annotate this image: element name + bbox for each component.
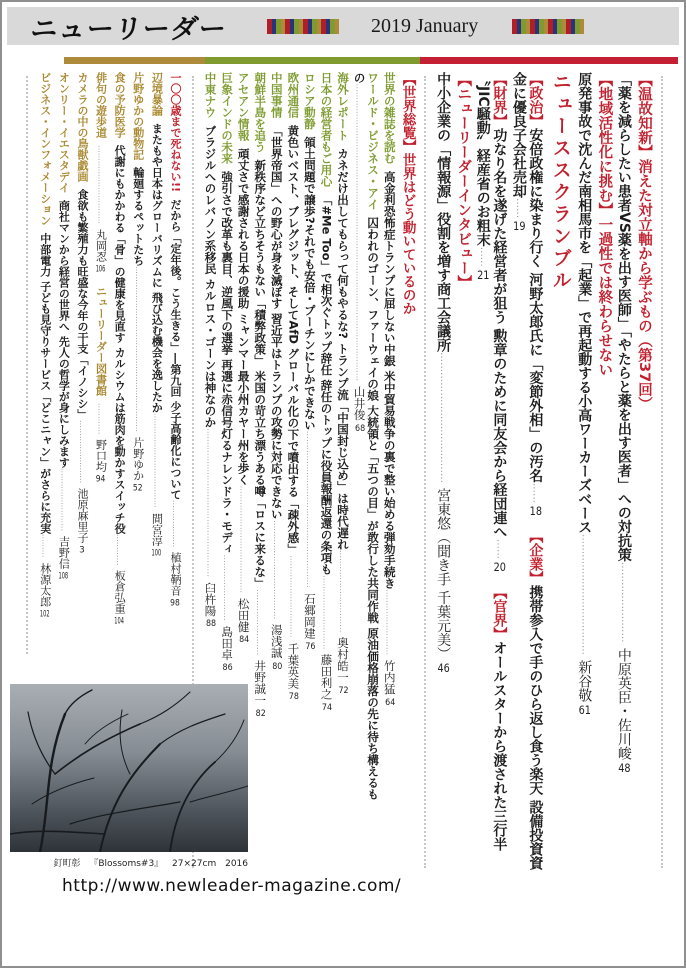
page-number: 98 [170, 599, 180, 609]
toc-entry: 巨象インドの未来強引さで改革も裏目、逆風下の選挙 再選に赤信号灯るナレンドラ・モディ……………………島田卓86 [220, 72, 235, 673]
column-title: 日本の経営者もご用心 [319, 72, 334, 187]
toc-entry: 中東ナウブラジルへのレバノン系移民 カルロス・ゴーンは神なのか………………………………………………臼杵陽88 [203, 72, 218, 629]
dotted-divider [424, 76, 426, 868]
column-title: 食の予防医学 [113, 72, 127, 138]
issue-date: 2019 January [371, 14, 479, 37]
feature-header-onkochishin: 【温故知新】消えた対立軸から学ぶもの（第37回） [636, 72, 652, 412]
page-number: 104 [114, 617, 124, 627]
toc-entry-interview: 中小企業の「情報源」役割を増す商工会議所…………………………………宮東悠（聞き手 千葉元美）46 [435, 72, 452, 675]
column-title: アセアン情報 [236, 72, 251, 141]
page-number: 74 [321, 703, 333, 713]
page-number: 18 [529, 506, 542, 518]
column-title: 欧州通信 [286, 72, 301, 118]
column-title: 朝鮮半島を追う [253, 72, 268, 153]
page-number: 88 [205, 619, 217, 629]
toc-entry: 原発事故で沈んだ南相馬市を「起業」で再起動する小高ワーカーズベース………………………………新谷敬61 [576, 72, 593, 717]
page-number: 61 [578, 704, 591, 717]
page-number: 46 [437, 663, 450, 675]
page-number: 94 [95, 475, 106, 485]
page-number: 78 [288, 691, 299, 701]
stripe-flag-icon [512, 19, 584, 34]
caption-artist: 釘町彰 [53, 859, 81, 869]
page-number: 68 [355, 423, 366, 433]
section-header-world-overview: 【世界総覧】世界はどう動いているのか [399, 72, 416, 315]
page-number: 82 [255, 709, 266, 719]
toc-entry: 朝鮮半島を追う新秩序など立ちそうもない「積弊政策」 米国の苛立ち漂うある噂「ロスに来るな」……………………井野誠一82 [253, 72, 268, 719]
page-number: 72 [338, 686, 349, 696]
masthead-band [7, 7, 679, 45]
toc-entry: 食の予防医学代謝にもかかわる「骨」の健康を見直す カルシウムは筋肉を動かすスイッチ役…………板倉弘重104 [113, 72, 127, 627]
column-title: 巨象インドの未来 [220, 72, 235, 164]
column-title: 中国事情 [269, 72, 284, 118]
tricolor-rule [64, 57, 678, 64]
page-number: 106 [95, 265, 106, 274]
category-tag: 【政治】 [527, 72, 544, 128]
category-tag: 【財界】 [491, 72, 508, 128]
toc-entry: 辺境暴論またもや日本はグローバリズムに 飛び込む機会を逸したか………………………………間宮淳100 [150, 72, 164, 558]
column-title: 俳句の遊歩道 [94, 72, 108, 138]
column-title: 中東ナウ [203, 72, 218, 118]
tree-branches-illustration [10, 684, 248, 852]
page-number: 48 [618, 762, 631, 774]
page-number: 21 [477, 269, 490, 282]
rule-gold-segment [64, 57, 205, 64]
page-number: 20 [493, 562, 506, 574]
page-number: 64 [385, 697, 396, 707]
magazine-url: http://www.newleader-magazine.com/ [62, 876, 402, 896]
rule-green-segment [205, 57, 420, 64]
section-features [435, 72, 652, 880]
toc-entry: オンリー・イエスタデイ商社マンから経営の世界へ 先人の哲学が身にしみます……………………吉野信108 [57, 72, 71, 581]
toc-entry: 世界の雑誌を読む高金利恐怖症トランプに屈しない中銀 米中貿易戦争の裏で整い始める弾劾手続き……………………竹内猛64 [382, 72, 397, 707]
category-tag: 【企業】 [527, 529, 544, 586]
page-number: 52 [132, 484, 143, 493]
caption-size: 27×27cm [172, 859, 217, 869]
magazine-logo: ニューリーダー [28, 13, 229, 45]
column-title: ニューリーダー図書館 [94, 285, 108, 396]
page-number: 102 [39, 609, 50, 619]
category-tag: 【官界】 [491, 585, 508, 642]
toc-entry: 片野ゆかの動物記輪廻するペットたち………………………………………………………片野ゆか52 [131, 72, 145, 493]
column-title: カメラの中の鳥獣戯画 [75, 72, 89, 182]
toc-entry: 「薬を減らしたい患者VS薬を出す医師」「やたらと薬を出す医者」への対抗策……………………中原英臣・佐川峻48 [615, 72, 632, 774]
toc-entry: カメラの中の鳥獣戯画食欲も繁殖力も旺盛な今年の干支「イノシシ」……………………池原麻里子3 [75, 72, 89, 556]
toc-entry: 欧州通信黄色いベスト、ブレグジット、そしてAfD グローバル化の下で噴出する「疎外感」…………………………千葉英美78 [286, 72, 301, 701]
photo-artwork [10, 684, 248, 852]
toc-entry: 海外レポートカネだけ出してもらって何もやるな? トランプ流「中国封じ込め」は時代遅れ…………………………奥村皓一72 [336, 72, 351, 696]
column-title: 片野ゆかの動物記 [131, 72, 145, 160]
page-number: 86 [222, 663, 233, 673]
page-number: 100 [151, 548, 162, 558]
toc-entry-news-zaikai-kankai: 【財界】功なり名を遂げた経営者が狙う 勲章のために同友会から経団連へ……20【官界】オールスターから渡された三行半 〝JIC騒動〟経産省のお粗末……21 [474, 72, 508, 852]
toc-entry: 日本の経営者もご用心「#Me Too」で相次ぐトップ辞任 辞任のトップに役員報酬返還の条項も………………………藤田利之74 [319, 72, 334, 713]
section-header-interview: 【ニューリーダーインタビュー】 [455, 72, 472, 290]
page-number: 84 [239, 635, 250, 645]
section-columns [37, 72, 183, 657]
page-number: 19 [513, 221, 526, 233]
column-title: ワールド・ビジネス・アイ [366, 72, 381, 210]
dotted-divider [661, 76, 663, 868]
toc-entry: アセアン情報頑丈さで感謝される日本の援助 ミャンマー最小州カヤー州を歩く…………………………………松田健84 [236, 72, 251, 645]
photo-caption [10, 856, 248, 869]
column-title: 世界の雑誌を読む [382, 72, 397, 164]
caption-year: 2016 [225, 859, 248, 869]
column-title: 辺境暴論 [150, 72, 164, 116]
column-title: ビジネス・インフォメーション [38, 72, 52, 226]
page-number: 3 [79, 546, 85, 556]
column-title: 一〇〇歳まで死ねない!! [168, 72, 182, 193]
feature-header-chiiki: 【地域活性化に挑む】一過性では終わらせない [596, 72, 613, 377]
toc-entry-news-politics-business: 【政治】安倍政権に染まり行く 河野太郎氏に「変節外相」の汚名……18【企業】携帯参入で手のひら返し食う楽天 設備投資資金に優良子会社売却……19 [510, 72, 544, 871]
page-number: 80 [272, 661, 283, 671]
caption-title: 『Blossoms#3』 [89, 859, 164, 869]
stripe-flag-icon [267, 19, 339, 34]
toc-entry: ロシア動静領土問題で譲歩?それでも安倍・プーチンにしかできない…………………………………………………石郷岡建76 [302, 72, 317, 651]
toc-entry-haiku-and-library: 俳句の遊歩道…………………………丸岡忍106ニューリーダー図書館…………野口均94 [94, 72, 108, 485]
dotted-divider [26, 76, 28, 654]
rule-crimson-segment [420, 57, 678, 64]
column-title: ロシア動静 [302, 72, 317, 130]
toc-entry: 一〇〇歳まで死ねない!!だから「定年後。こう生きる」―第九回 少子高齢化について………………植村鞆音98 [168, 72, 182, 609]
column-title: 海外レポート [336, 72, 351, 141]
toc-entry: ワールド・ビジネス・アイ囚われのゴーン、ファーウェイの娘 大統領と「五つの目」が敢行した共同作戦 原油価格崩落の先に待ち構えるもの………………………………………………………………………………………………山井俊68 [352, 72, 381, 801]
page-number: 76 [305, 641, 316, 651]
toc-entry: 中国事情「世界帝国」への野心が身を滅ぼす 習近平はトランプの攻勢に対応できない………………………………湯浅誠80 [269, 72, 284, 671]
column-title: オンリー・イエスタデイ [57, 72, 71, 193]
page-number: 108 [58, 572, 69, 581]
toc-entry: ビジネス・インフォメーション中部電力 子ども見守りサービス「どこニャン」がさらに充実………林源太郎102 [38, 72, 52, 619]
section-header-news-scramble: ニューススクランブル [549, 72, 572, 292]
